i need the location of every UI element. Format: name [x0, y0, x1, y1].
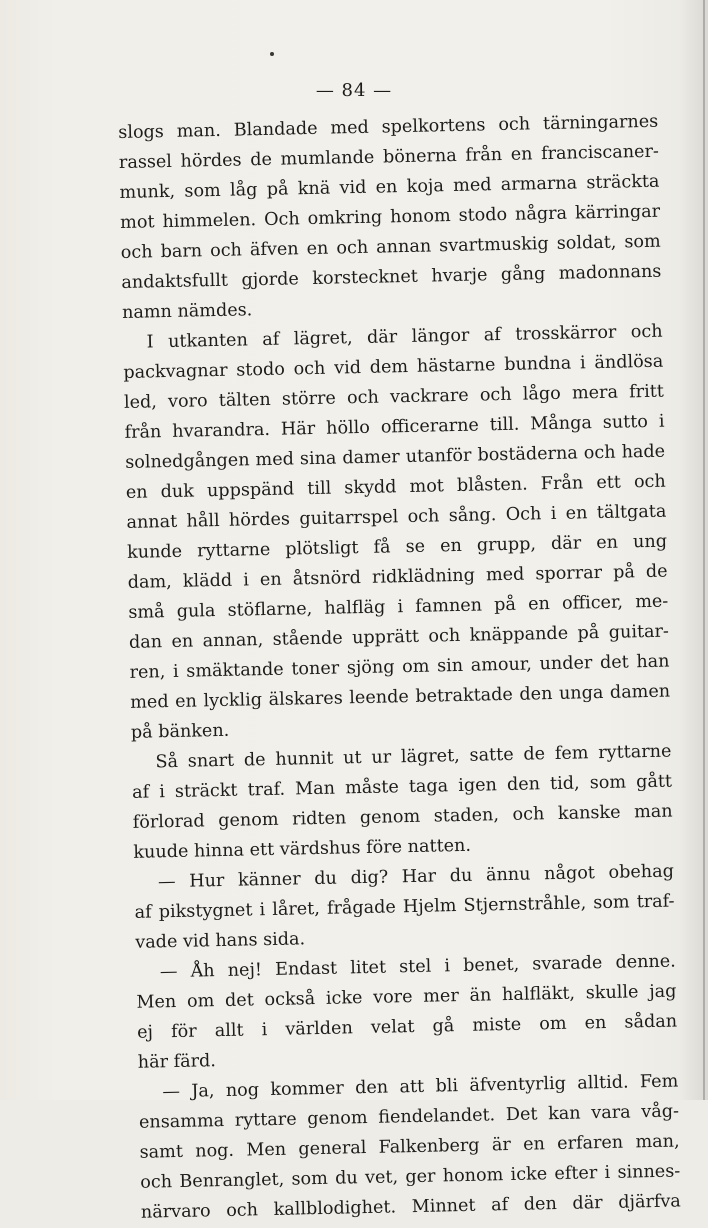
text-line: ensamma ryttare genom fiendelandet. Det kan vara våg-	[138, 1101, 680, 1133]
text-line: en duk uppspänd till skydd mot blåsten. Från ett och	[125, 471, 666, 503]
text-line: på bänken.	[130, 720, 230, 743]
text-line: dam, klädd i en åtsnörd ridklädning med sporrar på de	[127, 561, 668, 593]
text-line: — Ja, nog kommer den att bli äfventyrlig alltid. Fem	[162, 1071, 679, 1103]
text-line: ren, i smäktande toner sjöng om sin amour, under det han	[129, 651, 670, 683]
page-edge	[703, 0, 705, 1100]
text-line: vade vid hans sida.	[135, 929, 306, 953]
text-line: munk, som låg på knä vid en koja med armarna sträckta	[119, 171, 660, 203]
text-line: packvagnar stodo och vid dem hästarne bundna i ändlösa	[123, 351, 664, 383]
text-line: samt nog. Men general Falkenberg är en erfaren man,	[139, 1131, 680, 1163]
text-line: kuude hinna ett värdshus före natten.	[133, 835, 472, 863]
text-line: I utkanten af lägret, där längor af trosskärror och	[146, 321, 663, 353]
text-line: från hvarandra. Här höllo officerarne till. Många sutto i	[124, 411, 665, 443]
text-line: mot himmelen. Och omkring honom stodo några kärringar	[119, 201, 661, 233]
text-line: Så snart de hunnit ut ur lägret, satte de fem ryttarne	[155, 741, 672, 773]
text-line: dan en annan, stående upprätt och knäppande på guitar-	[128, 621, 670, 653]
text-line: kunde ryttarne plötsligt få se en grupp, där en ung	[126, 531, 668, 563]
text-line: närvaro och kallblodighet. Minnet af den där djärfva	[140, 1191, 682, 1223]
paper-speck	[270, 52, 274, 56]
text-line: af pikstygnet i låret, frågade Hjelm Stjernstråhle, som traf-	[134, 891, 675, 923]
text-line: här färd.	[137, 1051, 217, 1073]
text-line: solnedgången med sina damer utanför bostäderna och hade	[125, 441, 666, 473]
body-text	[118, 107, 681, 1228]
text-line: af i sträckt traf. Man måste taga igen den tid, som gått	[131, 771, 673, 803]
text-line: med en lycklig älskares leende betraktade den unga damen	[130, 681, 671, 713]
text-line: namn nämdes.	[121, 300, 253, 323]
text-line: andaktsfullt gjorde korstecknet hvarje gång madonnans	[121, 261, 662, 293]
text-line: slogs man. Blandade med spelkortens och tärningarnes	[118, 111, 659, 143]
page-number: — 84 —	[315, 80, 393, 101]
text-line: och Benranglet, som du vet, ger honom icke efter i sinnes-	[140, 1161, 681, 1193]
text-line: led, voro tälten större och vackrare och lågo mera fritt	[123, 381, 665, 413]
text-line: — Åh nej! Endast litet stel i benet, svarade denne.	[159, 951, 676, 983]
text-line: annat håll hördes guitarrspel och sång. Och i en tältgata	[126, 501, 667, 533]
text-line: Men om det också icke vore mer än halfläkt, skulle jag	[136, 981, 677, 1013]
text-line: — Hur känner du dig? Har du ännu något obehag	[157, 861, 675, 893]
text-line: rassel hördes de mumlande bönerna från en franciscaner-	[118, 141, 660, 173]
text-line: förlorad genom ridten genom staden, och kanske man	[132, 801, 673, 833]
text-line: små gula stöflarne, halfläg i famnen på en officer, me-	[128, 591, 669, 623]
text-line: ej för allt i världen velat gå miste om en sådan	[136, 1011, 678, 1043]
text-line: och barn och äfven en och annan svartmuskig soldat, som	[120, 231, 661, 263]
